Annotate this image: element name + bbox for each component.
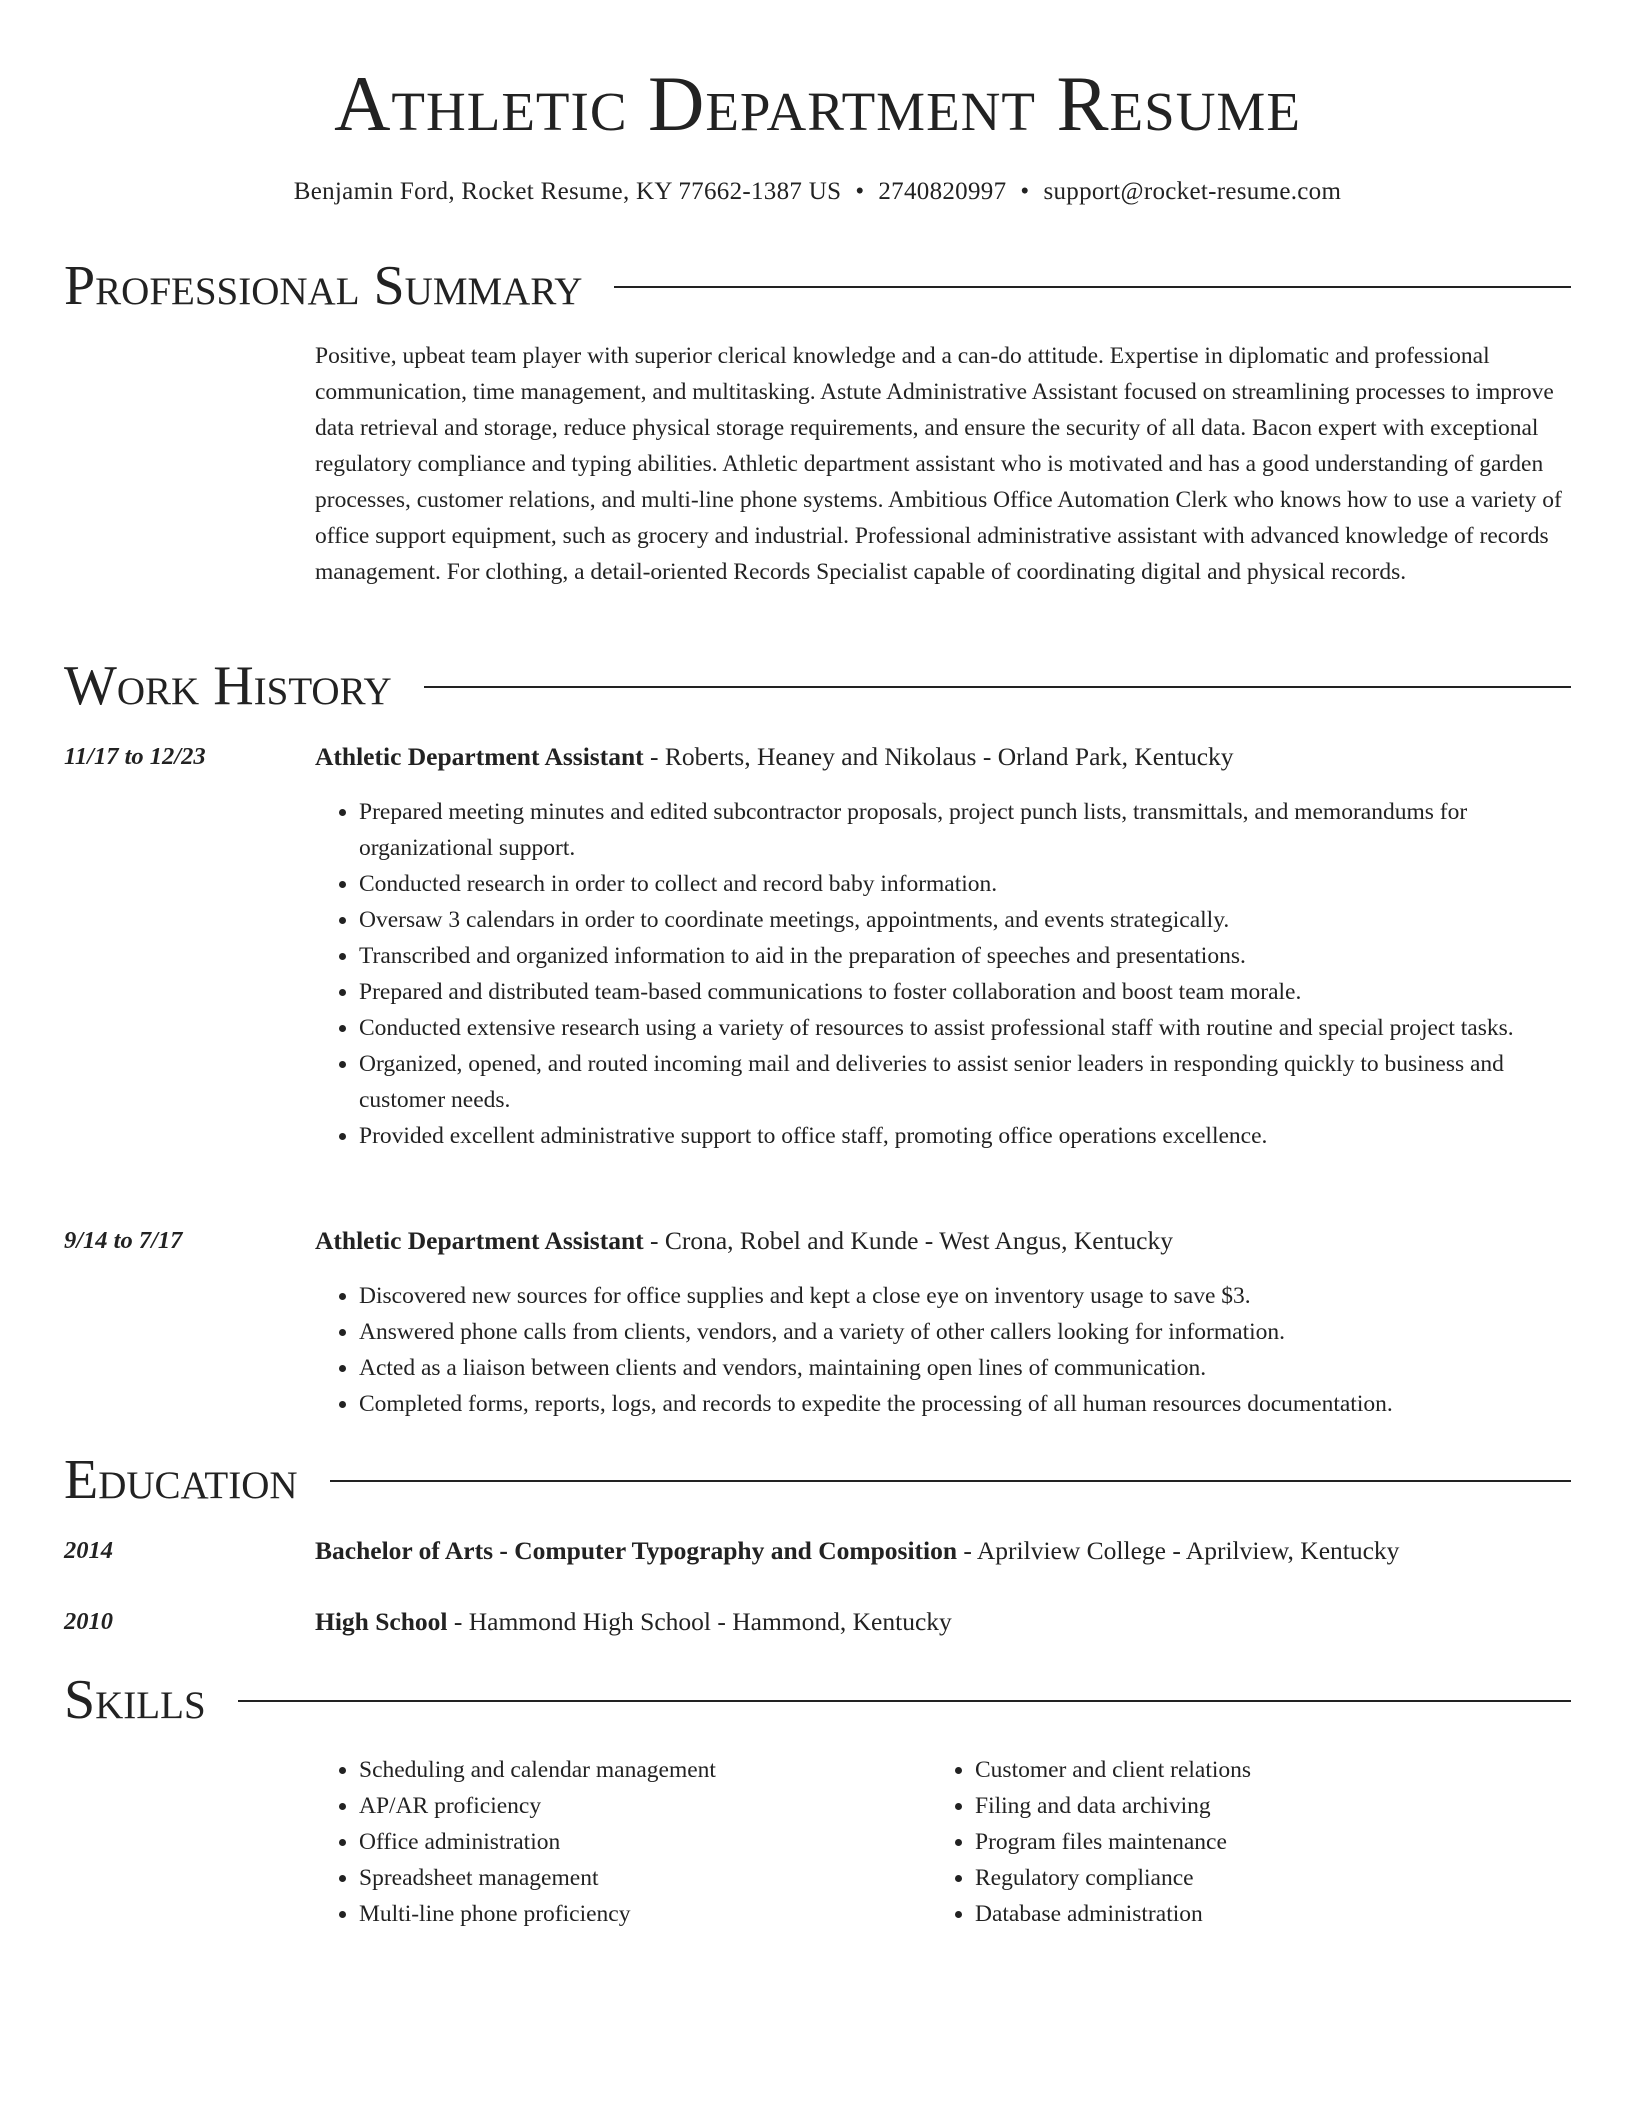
contact-separator: •	[1020, 178, 1030, 205]
job-title-line	[315, 1224, 1571, 1258]
education-details: - Aprilview College - Aprilview, Kentucky	[957, 1536, 1400, 1565]
list-item: • Prepared and distributed team-based communications to foster collaboration and boost team morale.	[359, 974, 1571, 1010]
skill-item: • Spreadsheet management	[359, 1860, 935, 1896]
skill-item: • Scheduling and calendar management	[359, 1752, 935, 1788]
section-divider	[424, 686, 1571, 688]
summary-section-heading	[64, 254, 1571, 318]
job-dates: 11/17 to 12/23	[64, 743, 206, 770]
summary-text: Positive, upbeat team player with superior clerical knowledge and a can-do attitude. Expertise in diplomatic and professional communication, time management, and multitasking. Astute Administrative Assistant focused on streamlining processes to improve data retrieval and storage, reduce physical storage requirements, and ensure the security of all data. Bacon expert with exceptional regulatory compliance and typing abilities. Athletic department assistant who is motivated and has a good understanding of garden processes, customer relations, and multi-line phone systems. Ambitious Office Automation Clerk who knows how to use a variety of office support equipment, such as grocery and industrial. Professional administrative assistant with advanced knowledge of records management. For clothing, a detail-oriented Records Specialist capable of coordinating digital and physical records.	[315, 343, 1562, 585]
job-role: Athletic Department Assistant	[315, 1226, 644, 1255]
contact-phone: 2740820997	[878, 178, 1007, 205]
contact-address: Benjamin Ford, Rocket Resume, KY 77662-1387 US	[293, 178, 842, 205]
list-item: • Oversaw 3 calendars in order to coordinate meetings, appointments, and events strategically.	[359, 902, 1571, 938]
education-line	[315, 1534, 1571, 1568]
job-details: - Roberts, Heaney and Nikolaus - Orland Park, Kentucky	[643, 742, 1234, 771]
section-divider	[330, 1480, 1571, 1482]
contact-line	[64, 176, 1571, 208]
list-item: • Conducted extensive research using a variety of resources to assist professional staff with routine and special project tasks.	[359, 1010, 1571, 1046]
section-title: Work History	[64, 655, 392, 717]
education-year: 2014	[64, 1537, 113, 1564]
contact-separator: •	[855, 178, 865, 205]
list-item: • Acted as a liaison between clients and vendors, maintaining open lines of communication.	[359, 1350, 1571, 1386]
education-degree: Bachelor of Arts - Computer Typography and Composition	[315, 1536, 958, 1565]
contact-email: support@rocket-resume.com	[1043, 178, 1342, 205]
job-bullet-list	[315, 794, 1571, 1154]
skill-item: • Filing and data archiving	[975, 1788, 1571, 1824]
job-title-line	[315, 740, 1571, 774]
list-item: • Organized, opened, and routed incoming mail and deliveries to assist senior leaders in responding quickly to business and customer needs.	[359, 1046, 1571, 1118]
skills-section-heading	[64, 1668, 1571, 1732]
skill-item: • Multi-line phone proficiency	[359, 1896, 935, 1932]
skill-item: • Customer and client relations	[975, 1752, 1571, 1788]
document-title: Athletic Department Resume	[334, 60, 1301, 147]
education-details: - Hammond High School - Hammond, Kentucky	[447, 1607, 952, 1636]
skills-list-left	[315, 1752, 935, 1932]
section-title: Education	[64, 1449, 298, 1511]
job-bullet-list	[315, 1278, 1571, 1422]
list-item: • Completed forms, reports, logs, and records to expedite the processing of all human resources documentation.	[359, 1386, 1571, 1422]
section-divider	[614, 286, 1571, 288]
list-item: • Discovered new sources for office supplies and kept a close eye on inventory usage to save $3.	[359, 1278, 1571, 1314]
job-role: Athletic Department Assistant	[315, 742, 644, 771]
skill-item: • Database administration	[975, 1896, 1571, 1932]
skill-item: • AP/AR proficiency	[359, 1788, 935, 1824]
education-year: 2010	[64, 1608, 113, 1635]
skill-item: • Office administration	[359, 1824, 935, 1860]
section-title: Skills	[64, 1669, 206, 1731]
skills-list-right	[931, 1752, 1571, 1932]
education-line	[315, 1605, 1571, 1639]
education-section-heading	[64, 1448, 1571, 1512]
section-title: Professional Summary	[64, 255, 583, 317]
skill-item: • Program files maintenance	[975, 1824, 1571, 1860]
section-divider	[238, 1700, 1571, 1702]
job-dates: 9/14 to 7/17	[64, 1227, 183, 1254]
list-item: • Prepared meeting minutes and edited subcontractor proposals, project punch lists, transmittals, and memorandums for organizational support.	[359, 794, 1571, 866]
skill-item: • Regulatory compliance	[975, 1860, 1571, 1896]
education-degree: High School	[315, 1607, 448, 1636]
list-item: • Provided excellent administrative support to office staff, promoting office operations excellence.	[359, 1118, 1571, 1154]
job-details: - Crona, Robel and Kunde - West Angus, Kentucky	[643, 1226, 1173, 1255]
list-item: • Answered phone calls from clients, vendors, and a variety of other callers looking for information.	[359, 1314, 1571, 1350]
list-item: • Conducted research in order to collect and record baby information.	[359, 866, 1571, 902]
list-item: • Transcribed and organized information to aid in the preparation of speeches and presentations.	[359, 938, 1571, 974]
work-history-section-heading	[64, 654, 1571, 718]
